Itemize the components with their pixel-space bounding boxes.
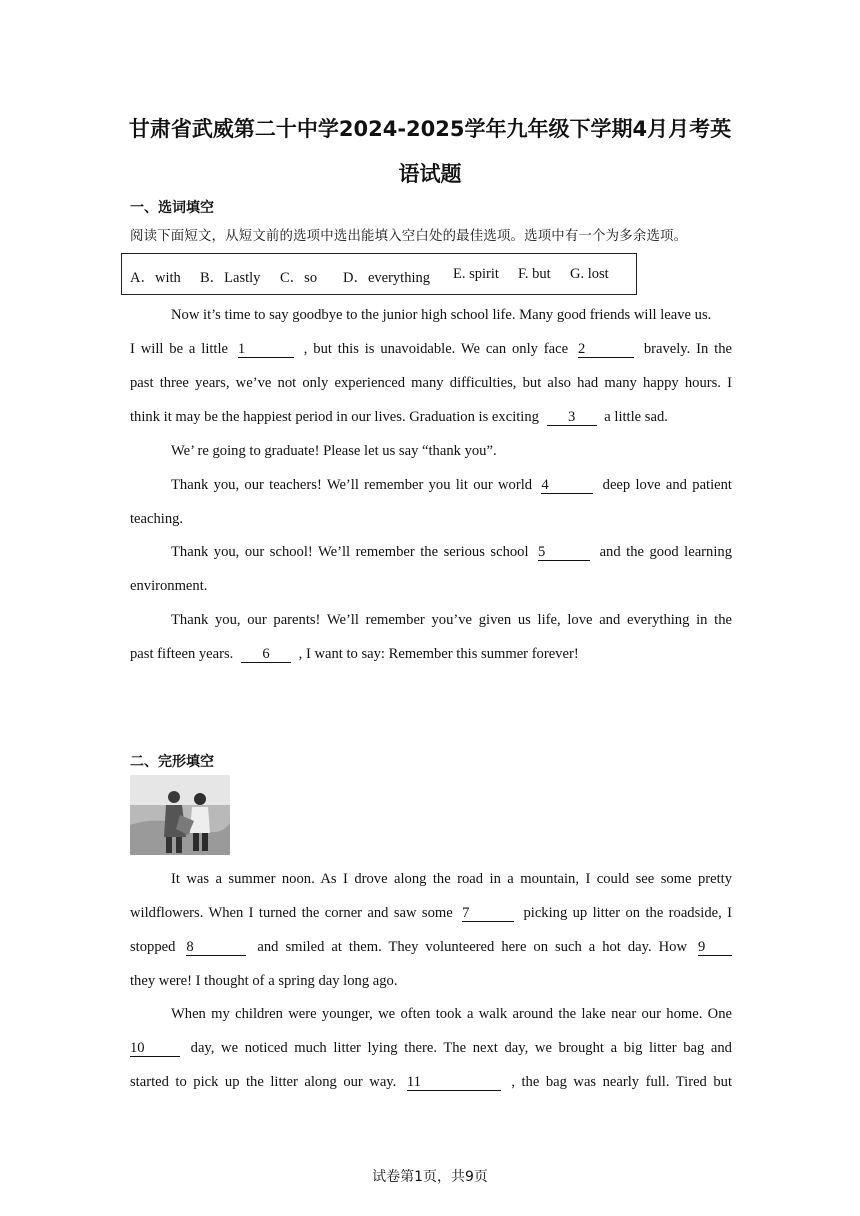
s2-p2-line2	[130, 1039, 732, 1057]
s2-p2-line1: When my children were younger, we often took a walk around the lake near our home. One	[171, 1006, 732, 1022]
s1-p3-line2: teaching.	[130, 511, 184, 527]
text: Thank you, our school! We’ll remember the serious school	[171, 544, 529, 560]
blank-4[interactable]: 4	[541, 478, 593, 494]
page-title-line2: 语试题	[398, 162, 462, 186]
blank-2[interactable]: 2	[578, 342, 634, 358]
s1-p4-line1	[171, 543, 732, 561]
s2-p1-line1: It was a summer noon. As I drove along the road in a mountain, I could see some pretty	[171, 871, 732, 887]
text: , I want to say: Remember this summer forever!	[298, 646, 579, 662]
text: a little sad.	[604, 409, 668, 425]
blank-1[interactable]: 1	[238, 342, 294, 358]
s1-p2: We’ re going to graduate! Please let us say “thank you”.	[171, 443, 497, 459]
option-b: B．Lastly	[200, 270, 261, 286]
text: past fifteen years.	[130, 646, 234, 662]
text: picking up litter on the roadside, I	[523, 905, 732, 921]
text: and smiled at them. They volunteered here on such a hot day. How	[257, 939, 687, 955]
s1-p5-line1: Thank you, our parents! We’ll remember you’ve given us life, love and everything in the	[171, 612, 732, 628]
s2-p2-line3	[130, 1073, 732, 1091]
s1-p1-line2	[130, 340, 732, 358]
option-d: D．everything	[343, 270, 430, 286]
options-box	[121, 253, 637, 295]
s2-p1-line2	[130, 904, 732, 922]
text: started to pick up the litter along our way.	[130, 1074, 397, 1090]
blank-8[interactable]: 8	[186, 940, 246, 956]
s2-p1-line3	[130, 938, 732, 956]
section1-instruction: 阅读下面短文，从短文前的选项中选出能填入空白处的最佳选项。选项中有一个为多余选项。	[130, 229, 688, 244]
text: , the bag was nearly full. Tired but	[511, 1074, 732, 1090]
text: and the good learning	[599, 544, 732, 560]
option-f: F. but	[518, 266, 551, 282]
blank-7[interactable]: 7	[462, 906, 514, 922]
option-a: A．with	[130, 270, 181, 286]
text: I will be a little	[130, 341, 229, 357]
text: day, we noticed much litter lying there. The next day, we brought a big litter bag and	[190, 1040, 732, 1056]
s1-p1-line3: past three years, we’ve not only experienced many difficulties, but also had many happy hours. I	[130, 375, 732, 391]
volunteers-photo	[130, 775, 230, 855]
text: , but this is unavoidable. We can only face	[303, 341, 569, 357]
page-footer: 试卷第1页，共9页	[372, 1169, 488, 1185]
text: bravely. In the	[643, 341, 733, 357]
s1-p1-line4	[130, 408, 732, 426]
section2-heading: 二、完形填空	[130, 754, 214, 770]
s1-p5-line2	[130, 645, 732, 663]
text: deep love and patient	[602, 477, 732, 493]
page-title-line1: 甘肃省武威第二十中学2024-2025学年九年级下学期4月月考英	[128, 117, 732, 141]
section1-heading: 一、选词填空	[130, 200, 214, 216]
photo-illustration	[130, 775, 230, 855]
option-c: C．so	[280, 270, 318, 286]
text: think it may be the happiest period in our lives. Graduation is exciting	[130, 409, 539, 425]
text: wildflowers. When I turned the corner and saw some	[130, 905, 453, 921]
option-e: E. spirit	[453, 266, 499, 282]
blank-9[interactable]: 9	[698, 940, 732, 956]
option-g: G. lost	[570, 266, 609, 282]
blank-5[interactable]: 5	[538, 545, 590, 561]
s2-p1-line4: they were! I thought of a spring day long ago.	[130, 973, 398, 989]
s1-p3-line1	[171, 476, 732, 494]
text: Thank you, our teachers! We’ll remember you lit our world	[171, 477, 533, 493]
blank-10[interactable]: 10	[130, 1041, 180, 1057]
blank-6[interactable]: 6	[241, 647, 291, 663]
blank-3[interactable]: 3	[547, 410, 597, 426]
s1-p4-line2: environment.	[130, 578, 208, 594]
blank-11[interactable]: 11	[407, 1075, 501, 1091]
s1-p1-line1: Now it’s time to say goodbye to the junior high school life. Many good friends will leave us.	[171, 307, 712, 323]
text: stopped	[130, 939, 176, 955]
